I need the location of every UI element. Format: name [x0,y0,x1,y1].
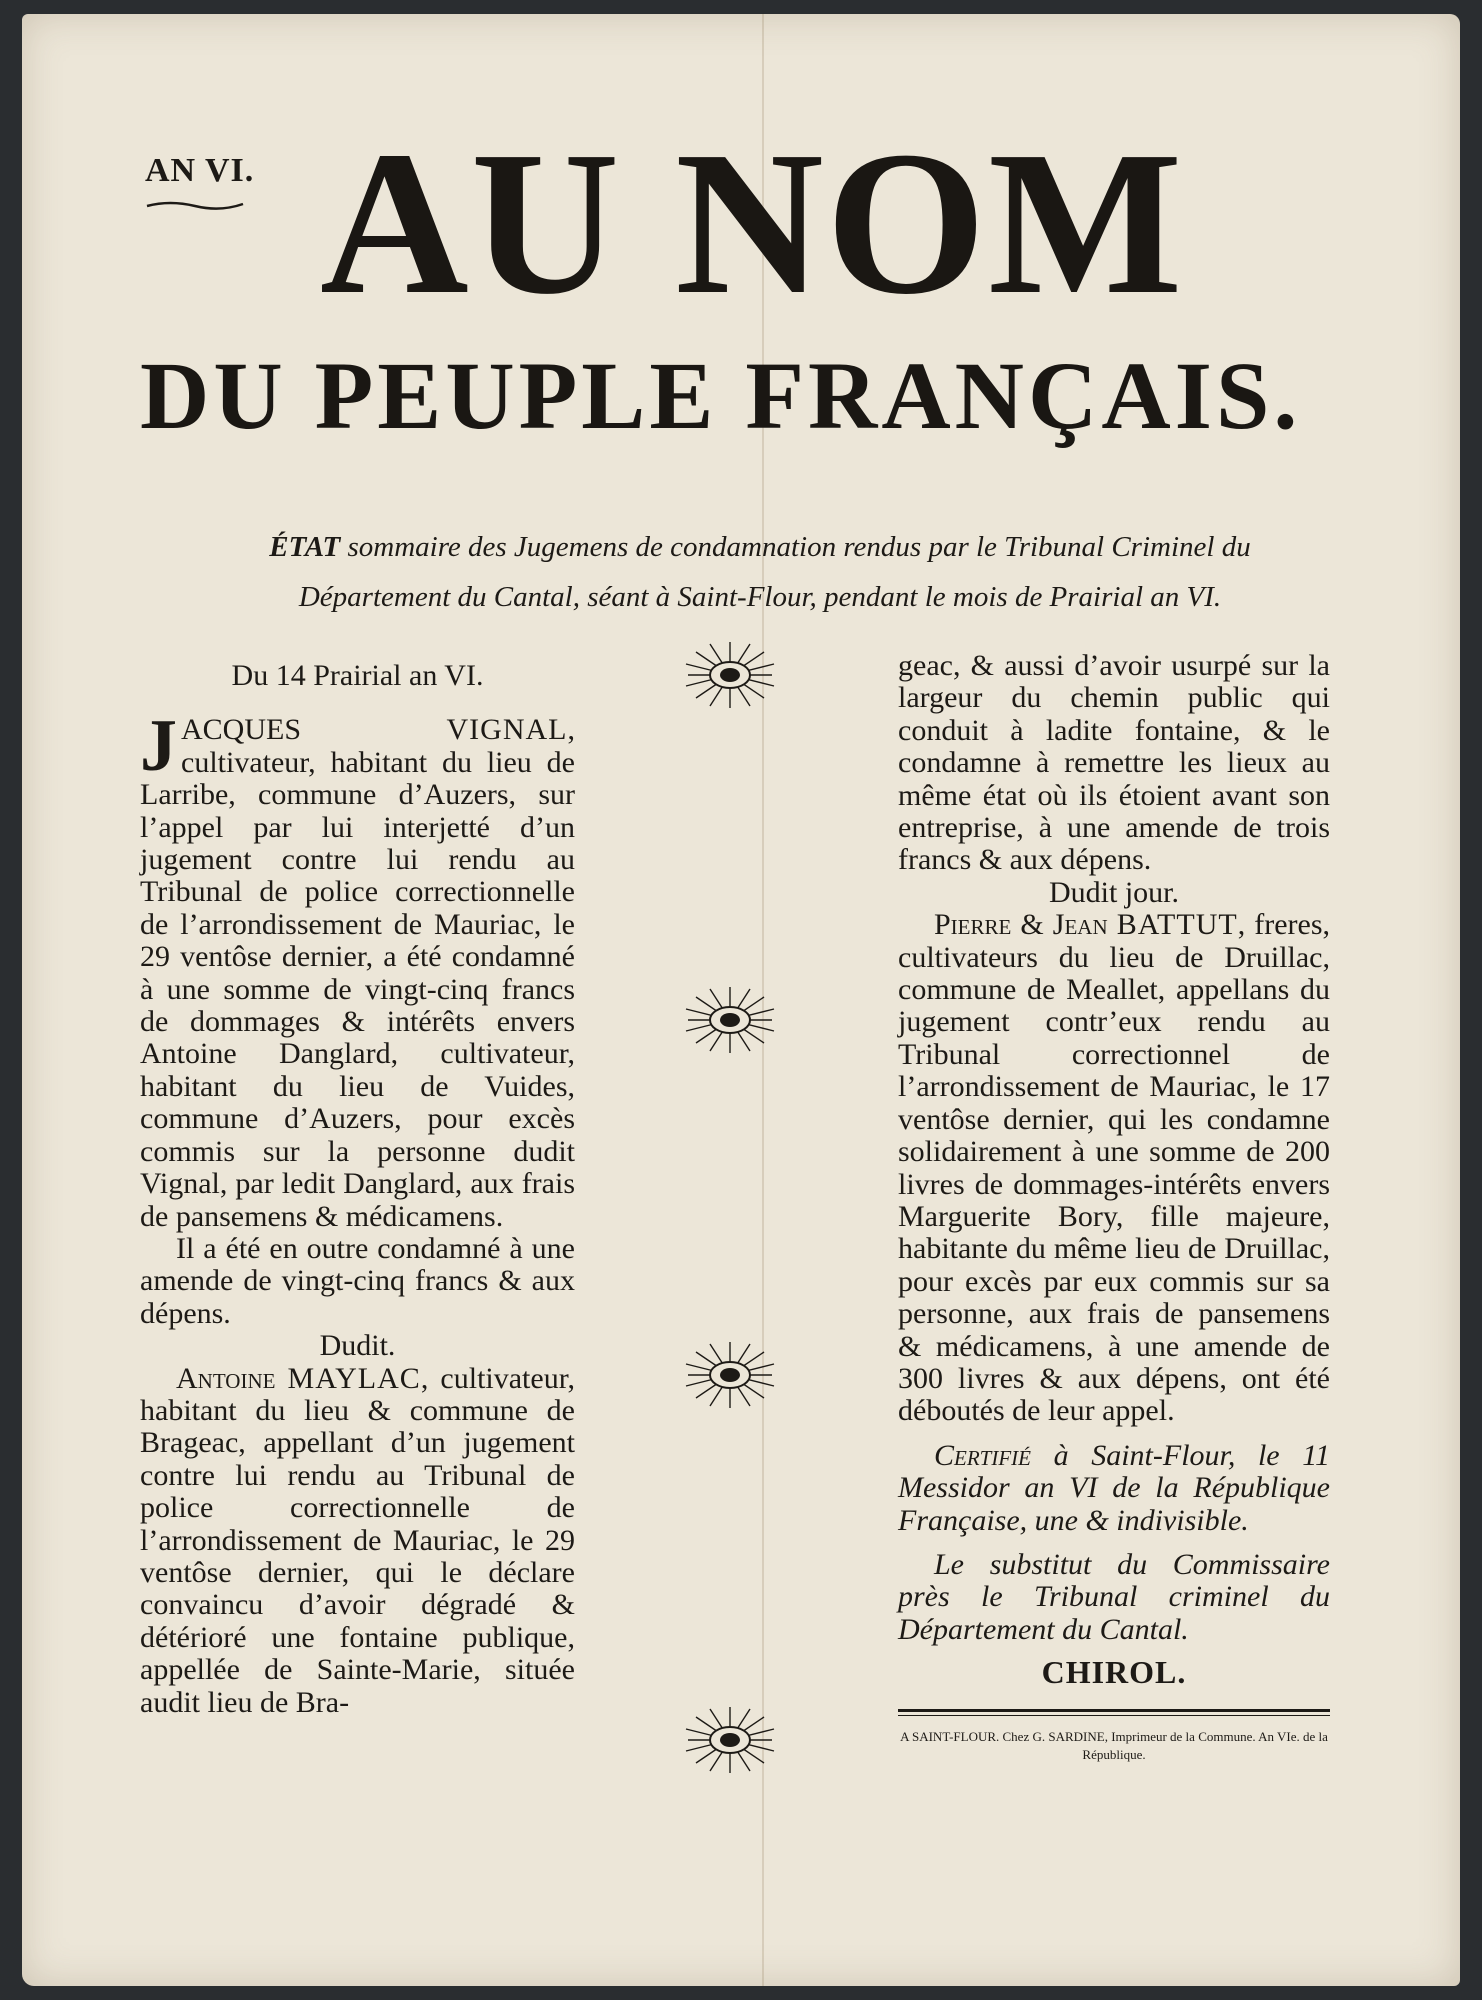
judgment-maylac [140,1363,575,1719]
substitute-line: Le substitut du Commissaire près le Tribunal criminel du Département du Cantal. [898,1547,1330,1646]
divider-rule [898,1709,1330,1716]
first-name: Pierre & Jean [934,908,1108,942]
certification-text: à Saint-Flour, le 11 Messidor an VI de la République Française, une & indivisible. [898,1438,1330,1537]
intro-paragraph [160,522,1360,622]
judgment-vignal [140,705,575,1233]
surname: MAYLAC [287,1361,421,1395]
printer-imprint: A SAINT-FLOUR. Chez G. SARDINE, Imprimeur de la Commune. An VIe. de la République. [900,1728,1328,1762]
intro-line-1: sommaire des Jugemens de condamnation rendus par le Tribunal Criminel du [340,531,1251,563]
main-title: AU NOM [320,108,1185,337]
eye-sunburst-icon [682,985,778,1055]
eye-sunburst-icon [682,1340,778,1410]
judgment-text: , freres, cultivateurs du lieu de Druillac, commune de Meallet, appellans du jugement contr’eux rendu au Tribunal correctionnel de l’arrondissement de Mauriac, le 17 ventôse dernier, qui les condamne solidairement à une somme de 200 livres de dommages-intérêts envers Marguerite Bory, fille majeure, habitante du même lieu de Druillac, pour excès par eux commis sur sa personne, aux frais de pansemens & médicamens, à une amende de 300 livres & aux dépens, ont été déboutés de leur appel. [898,908,1331,1428]
intro-lead-word: ÉTAT [269,531,341,563]
judgment-battut [898,909,1330,1428]
signature: CHIROL. [1041,1654,1187,1691]
eye-sunburst-icon [682,1705,778,1775]
dudit-heading: Dudit. [319,1329,396,1363]
first-name: ACQUES [181,713,302,747]
certification [898,1440,1330,1537]
certification-lead: Certifié [934,1438,1031,1472]
dudit-jour-heading: Dudit jour. [1048,875,1179,909]
swash-ornament-icon [145,198,245,212]
left-column [140,660,575,1719]
surname: BATTUT [1116,908,1238,942]
judgment-text: , cultivateur, habitant du lieu & commune de Brageac, appellant d’un jugement contre lui rendu au Tribunal de police correctionnelle de l’arrondissement de Mauriac, le 29 ventôse dernier, qui le déclare convaincu d’avoir dégradé & détérioré une fontaine publique, appellée de Sainte-Marie, située audit lieu de Bra- [140,1361,575,1719]
right-column [898,650,1330,1764]
intro-line-2: Département du Cantal, séant à Saint-Flour, pendant le mois de Prairial an VI. [298,581,1222,613]
judgment-text: , cultivateur, habitant du lieu de Larribe, commune d’Auzers, sur l’appel par lui interjetté d’un jugement contre lui rendu au Tribunal de police correctionnelle de l’arrondissement de Mauriac, le 29 ventôse dernier, a été condamné à une somme de vingt-cinq francs de dommages & intérêts envers Antoine Danglard, cultivateur, habitant du lieu de Vuides, commune d’Auzers, pour excès commis sur la personne dudit Vignal, par ledit Danglard, aux frais de pansemens & médicamens. [140,713,575,1233]
surname: VIGNAL [446,713,568,747]
drop-cap: J [140,705,177,788]
date-heading: Du 14 Prairial an VI. [231,659,484,692]
year-label: AN VI. [145,152,255,189]
judgment-maylac-continued: geac, & aussi d’avoir usurpé sur la largeur du chemin public qui conduit à ladite fontaine, & le condamne à remettre les lieux au même état où ils étoient avant son entreprise, à une amende de trois francs & aux dépens. [898,649,1330,877]
first-name: Antoine [176,1361,276,1395]
eye-sunburst-icon [682,640,778,710]
main-subtitle: DU PEUPLE FRANÇAIS. [140,342,1302,449]
judgment-vignal-addendum: Il a été en outre condamné à une amende de vingt-cinq francs & aux dépens. [140,1231,575,1330]
